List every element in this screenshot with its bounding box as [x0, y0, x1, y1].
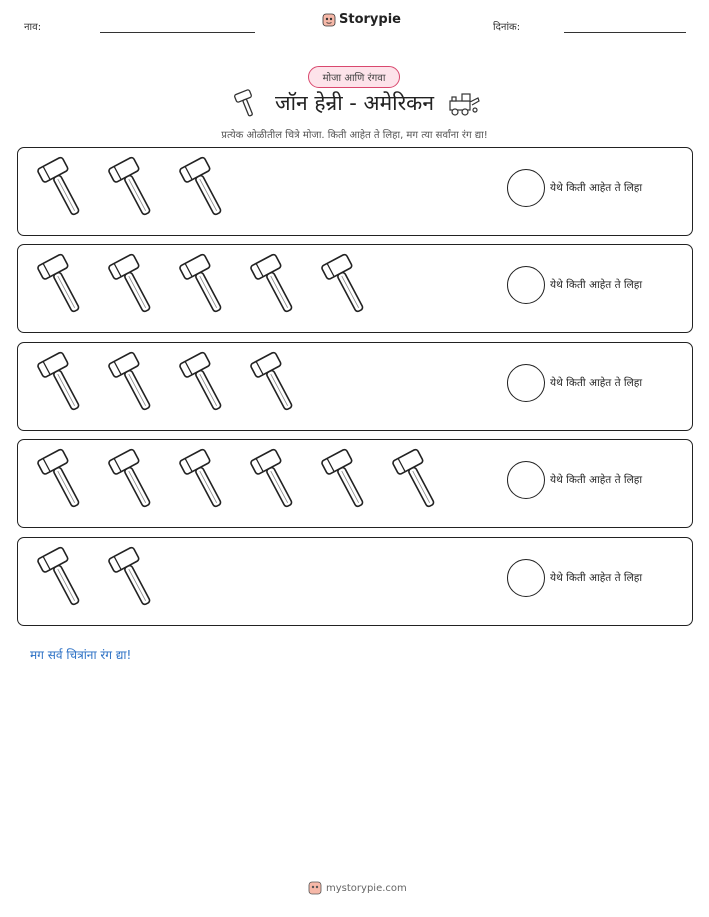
answer-prompt: येथे किती आहेत ते लिहा [550, 572, 643, 584]
date-label: दिनांक: [493, 22, 521, 33]
date-line[interactable] [564, 32, 686, 33]
hammer-icon[interactable] [37, 547, 88, 610]
answer-circle[interactable] [507, 266, 545, 304]
hammer-icon[interactable] [321, 449, 372, 512]
answer-circle[interactable] [507, 559, 545, 597]
hammer-icon[interactable] [179, 254, 230, 317]
hammer-group [18, 440, 478, 527]
answer-circle[interactable] [507, 461, 545, 499]
hammer-group [18, 343, 478, 430]
footer-note: मग सर्व चित्रांना रंग द्या! [30, 648, 132, 662]
storypie-logo-icon [308, 881, 322, 895]
instructions: प्रत्येक ओळीतील चित्रे मोजा. किती आहेत ते लिहा, मग त्या सर्वांना रंग द्या! [221, 130, 488, 141]
count-row-3 [17, 342, 693, 431]
answer-prompt: येथे किती आहेत ते लिहा [550, 474, 643, 486]
site-url: mystorypie.com [326, 882, 407, 894]
page-title: जॉन हेन्री - अमेरिकन [275, 91, 434, 115]
hammer-icon[interactable] [179, 157, 230, 220]
brand-name: Storypie [339, 12, 401, 27]
name-label: नाव: [24, 22, 42, 33]
hammer-icon[interactable] [108, 254, 159, 317]
hammer-icon[interactable] [321, 254, 372, 317]
answer-prompt: येथे किती आहेत ते लिहा [550, 279, 643, 291]
hammer-icon[interactable] [108, 547, 159, 610]
count-row-1 [17, 147, 693, 236]
hammer-icon[interactable] [250, 449, 301, 512]
hammer-icon[interactable] [37, 254, 88, 317]
hammer-icon[interactable] [37, 157, 88, 220]
name-line[interactable] [100, 32, 255, 33]
hammer-icon[interactable] [179, 449, 230, 512]
activity-badge: मोजा आणि रंगवा [308, 66, 400, 88]
count-row-2 [17, 244, 693, 333]
hammer-icon[interactable] [392, 449, 443, 512]
answer-prompt: येथे किती आहेत ते लिहा [550, 377, 643, 389]
storypie-logo-icon [322, 13, 336, 27]
answer-circle[interactable] [507, 169, 545, 207]
hammer-icon[interactable] [250, 254, 301, 317]
answer-prompt: येथे किती आहेत ते लिहा [550, 182, 643, 194]
hammer-icon[interactable] [108, 449, 159, 512]
count-row-4 [17, 439, 693, 528]
hammer-icon[interactable] [108, 352, 159, 415]
hammer-icon[interactable] [37, 352, 88, 415]
answer-circle[interactable] [507, 364, 545, 402]
hammer-group [18, 245, 478, 332]
count-row-5 [17, 537, 693, 626]
hammer-icon[interactable] [179, 352, 230, 415]
title-row [0, 88, 709, 118]
hammer-icon[interactable] [250, 352, 301, 415]
train-icon [448, 88, 482, 118]
brand-logo [322, 12, 401, 27]
hammer-icon [227, 88, 261, 118]
hammer-icon[interactable] [108, 157, 159, 220]
hammer-icon[interactable] [37, 449, 88, 512]
site-footer [308, 881, 407, 895]
hammer-group [18, 538, 478, 625]
hammer-group [18, 148, 478, 235]
